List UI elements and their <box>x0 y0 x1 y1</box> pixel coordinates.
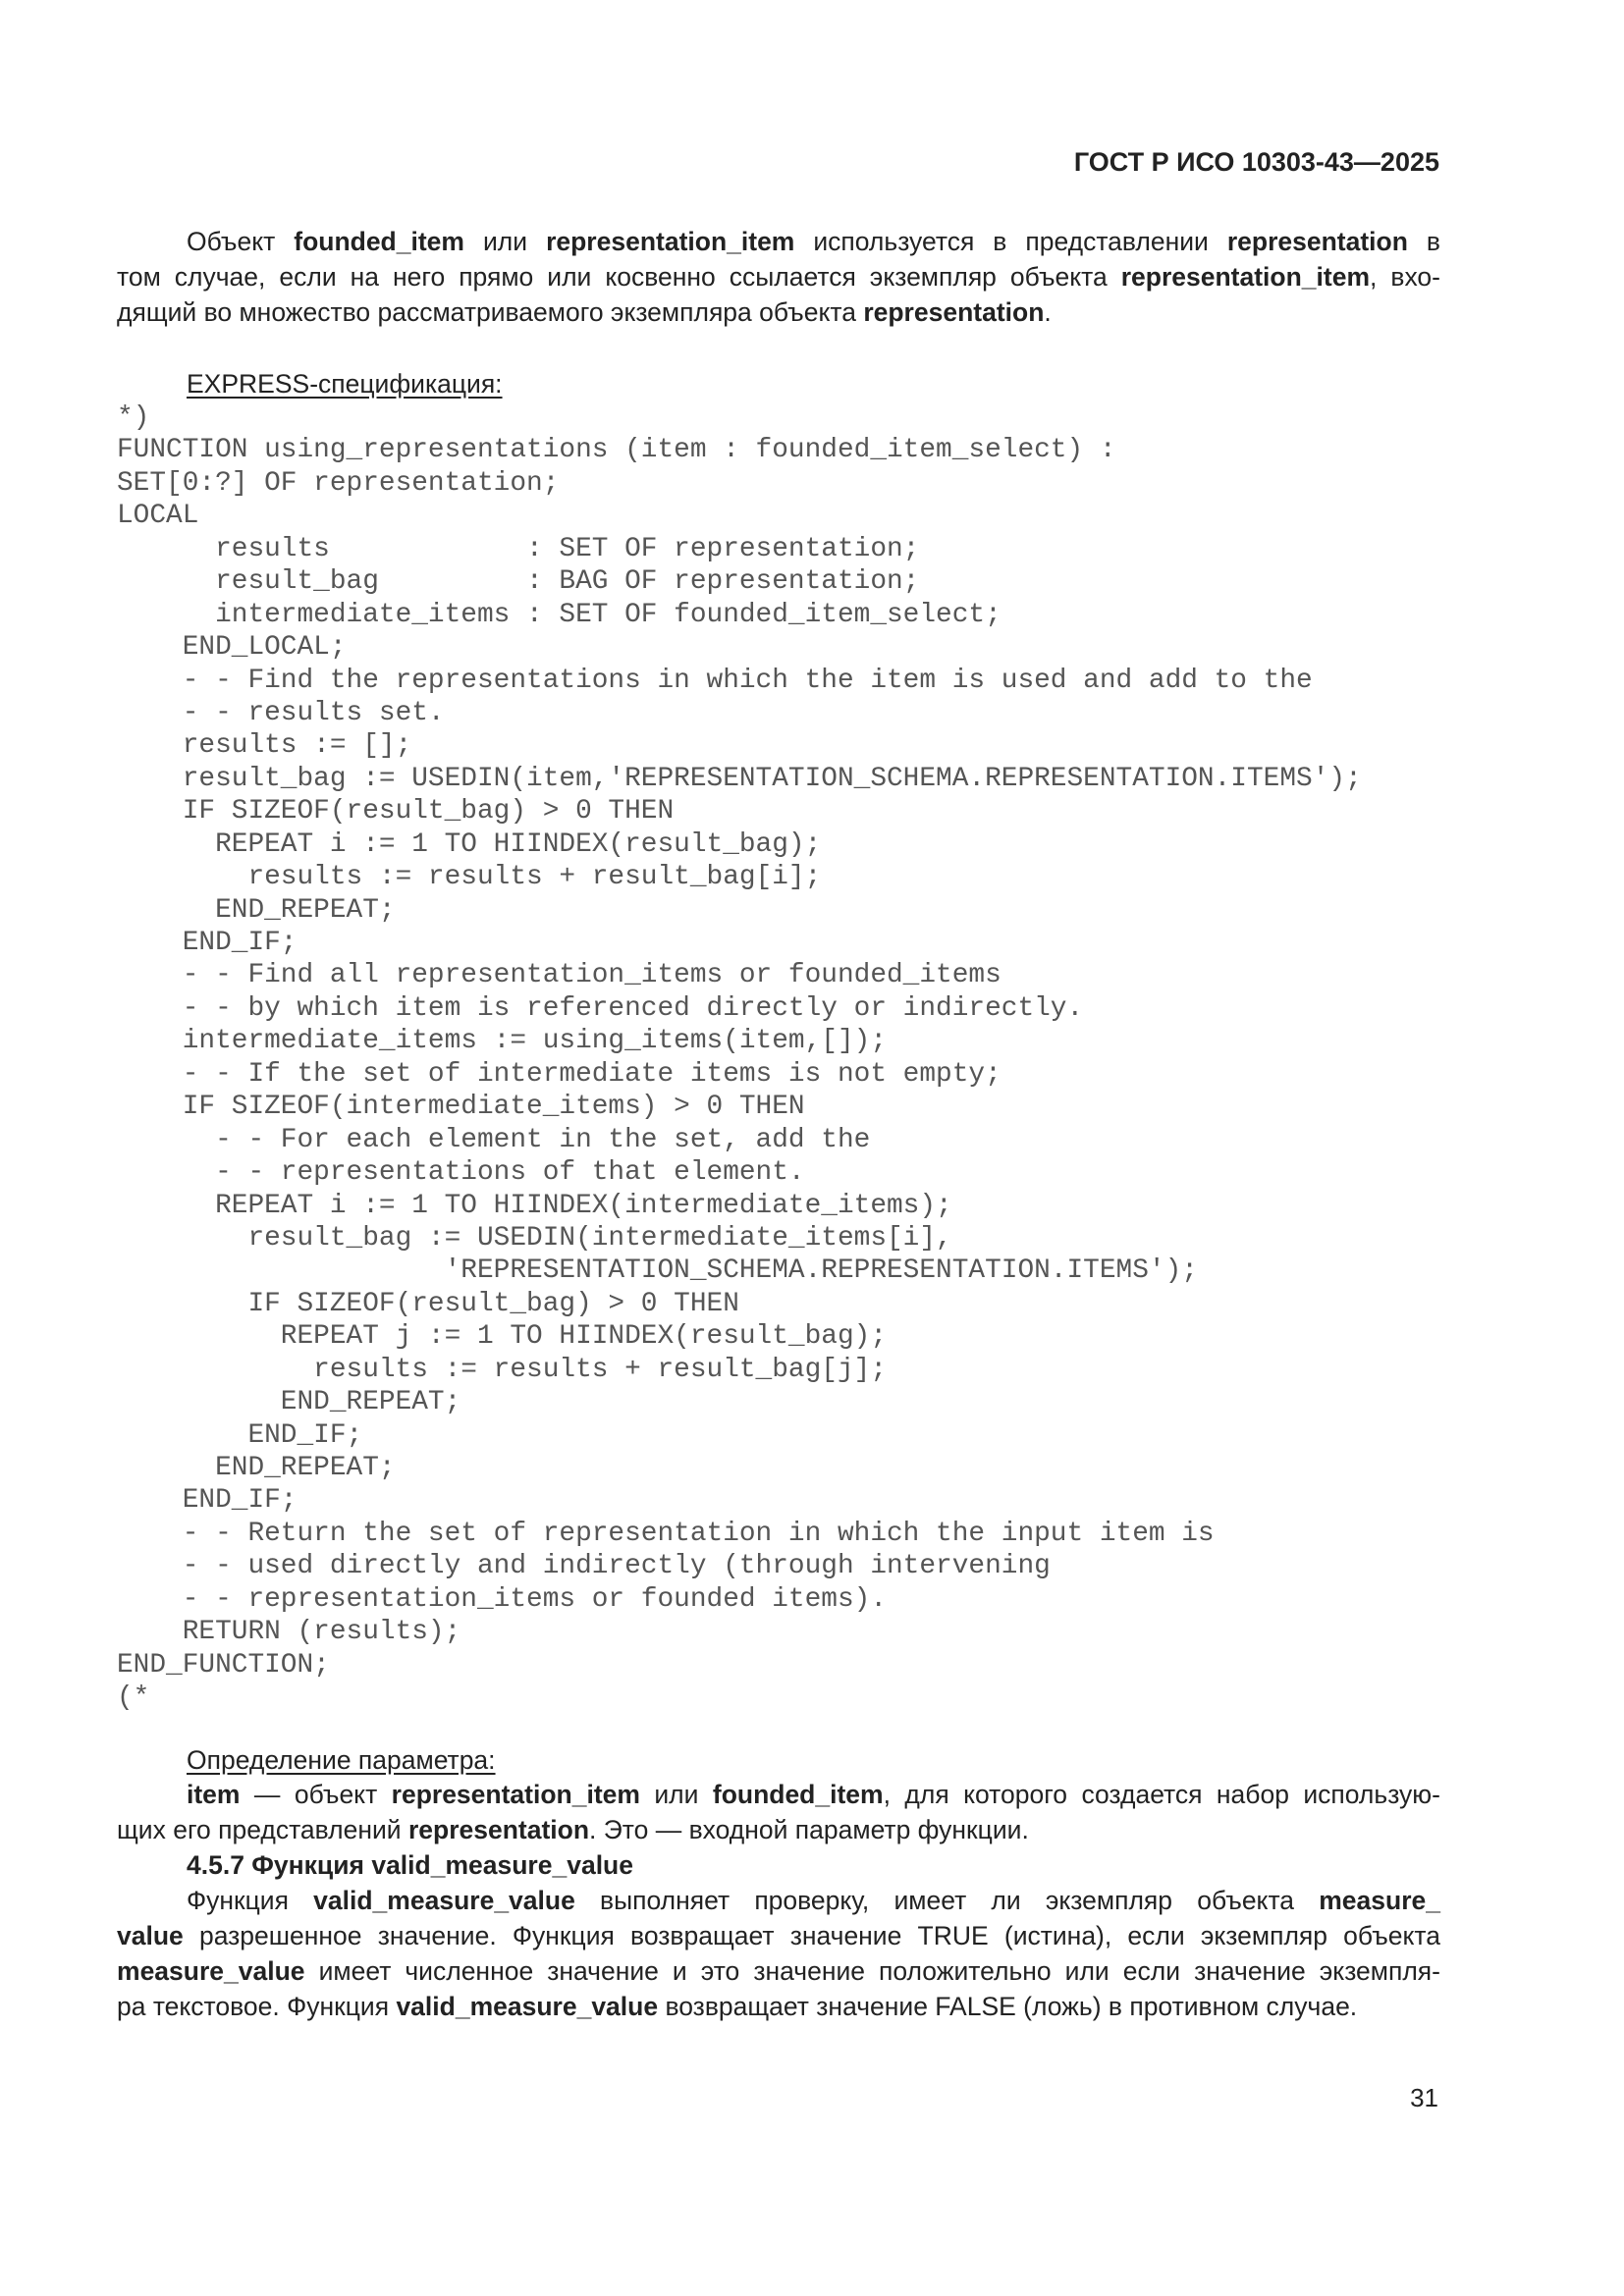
paragraph-line <box>117 259 1440 294</box>
bold-term: representation_item <box>546 227 795 256</box>
code-line: - - results set. <box>117 697 445 728</box>
text-run: используется в представлении <box>794 227 1227 256</box>
bold-term: valid_measure_value <box>396 1992 659 2021</box>
text-run: выполняет проверку, имеет ли экземпляр объекта <box>574 1886 1320 1915</box>
bold-term: representation <box>863 297 1045 327</box>
express-code-block <box>117 401 1362 1715</box>
code-line: results : SET OF representation; <box>117 533 920 564</box>
code-line: REPEAT i := 1 TO HIINDEX(result_bag); <box>117 828 822 860</box>
text-run: Функция <box>187 1886 314 1915</box>
text-run: Объект <box>187 227 295 256</box>
code-line: - - Find all representation_items or founded_items <box>117 960 1001 991</box>
bold-term: measure_ <box>1319 1886 1440 1915</box>
page-number: 31 <box>1410 2083 1438 2112</box>
param-definition-label: Определение параметра: <box>187 1745 496 1775</box>
text-run: или <box>639 1780 713 1809</box>
paragraph-line <box>117 1883 1440 1918</box>
code-line: REPEAT i := 1 TO HIINDEX(intermediate_items); <box>117 1190 952 1221</box>
bold-term: representation <box>1226 227 1408 256</box>
code-line: result_bag : BAG OF representation; <box>117 566 920 598</box>
text-run: возвращает значение FALSE (ложь) в противном случае. <box>658 1992 1358 2021</box>
code-line: IF SIZEOF(intermediate_items) > 0 THEN <box>117 1092 805 1123</box>
bold-term: measure_value <box>117 1956 305 1986</box>
bold-term: founded_item <box>294 227 464 256</box>
intro-paragraph <box>117 224 1440 330</box>
code-line: END_LOCAL; <box>117 632 347 664</box>
code-line: FUNCTION using_representations (item : founded_item_select) : <box>117 435 1116 466</box>
text-run: . Это — входной параметр функции. <box>589 1815 1029 1844</box>
function-description-paragraph <box>117 1883 1440 2024</box>
code-line: (* <box>117 1682 150 1714</box>
text-run: имеет численное значение и это значение положительно или если значение экземпля- <box>304 1956 1440 1986</box>
code-line: result_bag := USEDIN(intermediate_items[i], <box>117 1222 952 1254</box>
code-line: - - representations of that element. <box>117 1157 805 1189</box>
bold-term: founded_item <box>712 1780 884 1809</box>
code-line: - - Find the representations in which the item is used and add to the <box>117 665 1313 696</box>
document-header: ГОСТ Р ИСО 10303-43—2025 <box>1073 147 1439 177</box>
code-line: END_IF; <box>117 928 298 958</box>
code-line: - - used directly and indirectly (through intervening <box>117 1551 1051 1582</box>
code-line: REPEAT j := 1 TO HIINDEX(result_bag); <box>117 1321 887 1353</box>
code-line: END_IF; <box>117 1419 363 1451</box>
bold-term: valid_measure_value <box>313 1886 575 1915</box>
code-line: intermediate_items := using_items(item,[]); <box>117 1026 887 1057</box>
paragraph-line <box>117 1777 1440 1812</box>
paragraph-line <box>117 294 1440 330</box>
code-line: END_FUNCTION; <box>117 1649 330 1681</box>
code-line: IF SIZEOF(result_bag) > 0 THEN <box>117 796 675 828</box>
code-line: END_REPEAT; <box>117 1387 461 1418</box>
code-line: - - by which item is referenced directly or indirectly. <box>117 992 1084 1024</box>
bold-term: value <box>117 1921 184 1950</box>
bold-term: representation_item <box>391 1780 640 1809</box>
text-run: том случае, если на него прямо или косвенно ссылается экземпляр объекта <box>117 262 1121 292</box>
text-run: или <box>463 227 547 256</box>
code-line: - - representation_items or founded items). <box>117 1583 887 1615</box>
code-line: results := []; <box>117 730 412 762</box>
paragraph-line <box>117 1953 1440 1989</box>
code-line: intermediate_items : SET OF founded_item_select; <box>117 599 1001 630</box>
paragraph-line <box>117 224 1440 259</box>
paragraph-line <box>117 1812 1440 1847</box>
text-run: ра текстовое. Функция <box>117 1992 397 2021</box>
code-line: END_IF; <box>117 1485 298 1517</box>
bold-term: item <box>187 1780 241 1809</box>
paragraph-line <box>117 1918 1440 1953</box>
code-line: SET[0:?] OF representation; <box>117 467 560 499</box>
text-run: щих его представлений <box>117 1815 408 1844</box>
paragraph-line <box>117 1989 1440 2024</box>
code-line: results := results + result_bag[j]; <box>117 1354 887 1385</box>
text-run: , вхо- <box>1370 262 1440 292</box>
section-heading: 4.5.7 Функция valid_measure_value <box>187 1850 633 1880</box>
code-line: - - If the set of intermediate items is not empty; <box>117 1058 1001 1090</box>
code-line: IF SIZEOF(result_bag) > 0 THEN <box>117 1288 739 1319</box>
code-line: result_bag := USEDIN(item,'REPRESENTATION_SCHEMA.REPRESENTATION.ITEMS'); <box>117 763 1362 794</box>
text-run: — объект <box>240 1780 392 1809</box>
code-line: LOCAL <box>117 501 199 532</box>
code-line: - - Return the set of representation in which the input item is <box>117 1518 1215 1549</box>
text-run: разрешенное значение. Функция возвращает значение TRUE (истина), если экземпляр объекта <box>183 1921 1440 1950</box>
bold-term: representation_item <box>1120 262 1371 292</box>
bold-term: representation <box>407 1815 590 1844</box>
text-run: , для которого создается набор использую- <box>883 1780 1440 1809</box>
code-line: - - For each element in the set, add the <box>117 1124 871 1155</box>
code-line: 'REPRESENTATION_SCHEMA.REPRESENTATION.ITEMS'); <box>117 1255 1198 1287</box>
code-line: results := results + result_bag[i]; <box>117 862 822 893</box>
express-spec-label: EXPRESS-спецификация: <box>187 369 503 399</box>
text-run: дящий во множество рассматриваемого экземпляра объекта <box>117 297 864 327</box>
code-line: END_REPEAT; <box>117 1453 396 1483</box>
code-line: END_REPEAT; <box>117 894 396 926</box>
text-run: . <box>1044 297 1052 327</box>
text-run: в <box>1407 227 1441 256</box>
code-line: *) <box>117 402 150 433</box>
code-line: RETURN (results); <box>117 1617 461 1648</box>
param-definition-paragraph <box>117 1777 1440 1847</box>
